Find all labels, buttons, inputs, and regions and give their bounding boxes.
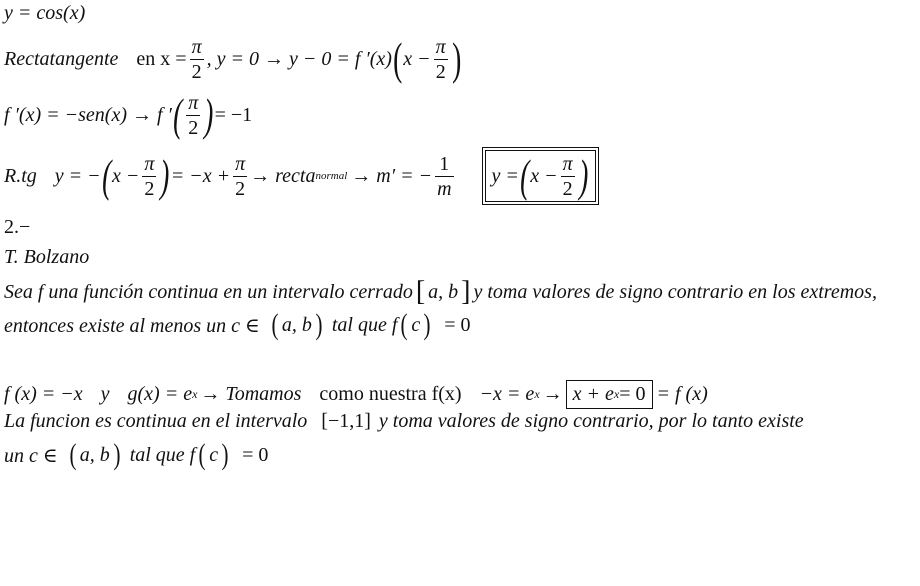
fraction-pi-over-2: $\frac{\pi}{2}$: [562, 152, 573, 200]
var-c: c: [411, 313, 421, 336]
text-l9-p2: y: [100, 383, 110, 405]
text-l11-p2: tal que f: [129, 443, 196, 466]
arrow: →: [542, 383, 563, 405]
text-l9-p1: f (x) = −x: [4, 383, 83, 405]
text-l10-p2: y toma valores de signo contrario, por lo tanto existe: [378, 410, 804, 432]
fraction-pi-over-2: $\frac{\pi}{2}$: [235, 152, 246, 200]
interval-minus1-1: [−1,1]: [321, 410, 371, 432]
text-l8-p3: = 0: [444, 313, 471, 336]
equation-tangent-line: Rectatangente en x = $\frac{\pi}{2}$ , y = 0 → y − 0 = f ′(x) ( x − $\frac{\pi}{2}$ ): [4, 33, 461, 84]
fraction-pi-over-2: $\frac{\pi}{2}$: [144, 152, 155, 200]
boxed-equation: x + e x = 0: [566, 380, 653, 409]
text-l4-box1: y =: [491, 164, 519, 187]
equation-derivative: f ′(x) = −sen(x) → f ′ ( $\frac{\pi}{2}$ ) = −1: [4, 89, 253, 140]
text-l7-p2: y toma valores de signo contrario en los extremos,: [473, 280, 877, 303]
subscript-normal: normal: [315, 170, 348, 182]
text-l2-p3: x −: [403, 47, 431, 70]
text-l2-p2: , y = 0 → y − 0 = f ′(x): [206, 47, 392, 70]
text-l5: 2.−: [4, 216, 31, 238]
conclusion-1: [4, 410, 804, 433]
text-l1: y = cos(x): [4, 2, 86, 24]
sup-x: x: [534, 387, 540, 401]
theorem-statement-2: entonces existe al menos un c ∈ ( a, b ) tal que f ( c ) = 0: [4, 308, 471, 341]
theorem-statement-1: Sea f una función continua en un intervalo cerrado [ a, b ] y toma valores de signo contrario en los extremos,: [4, 276, 877, 307]
text-l3-p1: f ′(x) = −sen(x) → f ′: [4, 103, 172, 126]
text-l3-p2: = −1: [214, 103, 253, 126]
text-l4-p5: → m′ = −: [351, 164, 433, 187]
text-l4-p3: = −x +: [170, 164, 231, 187]
text-l7-p1: Sea f una función continua en un intervalo cerrado: [4, 280, 413, 303]
heading-bolzano: [4, 246, 89, 269]
section-number: [4, 216, 30, 239]
text-l9-p7: = f (x): [656, 383, 708, 405]
text-l9-p3: g(x) = e: [127, 383, 193, 405]
equation-functions: [4, 380, 708, 409]
interval-ab: a, b: [281, 313, 312, 336]
var-c: c: [209, 443, 219, 466]
text-l9-p5: como nuestra f(x): [319, 383, 462, 405]
text-l4-box2: x −: [530, 164, 558, 187]
label-rtg: R.tg: [4, 164, 37, 187]
text-l9-p4: → Tomamos: [200, 383, 302, 405]
conclusion-2: un c ∈ ( a, b ) tal que f ( c ) = 0: [4, 438, 269, 471]
text-l8-p2: tal que f: [331, 313, 398, 336]
text-l4-p4: → recta: [250, 164, 316, 187]
text-l11-p1: un c ∈: [4, 444, 58, 467]
interval-ab: a, b: [79, 443, 110, 466]
sup-x: x: [192, 387, 198, 401]
fraction-pi-over-2: $\frac{\pi}{2}$: [191, 35, 202, 83]
interval-ab: a, b: [428, 280, 459, 303]
text-l2-p1: en x =: [136, 47, 187, 70]
text-l11-p3: = 0: [242, 443, 269, 466]
text-l8-p1: entonces existe al menos un c ∈: [4, 314, 260, 337]
text-l6: T. Bolzano: [4, 246, 90, 268]
text-l4-p1: y = −: [54, 164, 101, 187]
fraction-pi-over-2: $\frac{\pi}{2}$: [435, 35, 446, 83]
label-recta-tangente: Rectatangente: [4, 47, 119, 70]
fraction-pi-over-2: $\frac{\pi}{2}$: [188, 91, 199, 139]
equation-normal-line: R.tg y = − ( x − $\frac{\pi}{2}$ ) = −x + $\frac{\pi}{2}$ → recta normal → m′ = − $\frac{1}{m}$ y = ( x − $\frac{\pi}{2}$ ): [4, 150, 596, 202]
equation-cosine: [4, 2, 85, 25]
text-l4-p2: x −: [111, 164, 140, 187]
fraction-one-over-m: $\frac{1}{m}$: [437, 152, 452, 200]
text-l9-p6: −x = e: [479, 383, 535, 405]
boxed-result-normal: y = ( x − $\frac{\pi}{2}$ ): [485, 150, 596, 202]
text-l10-p1: La funcion es continua en el intervalo: [4, 410, 308, 432]
